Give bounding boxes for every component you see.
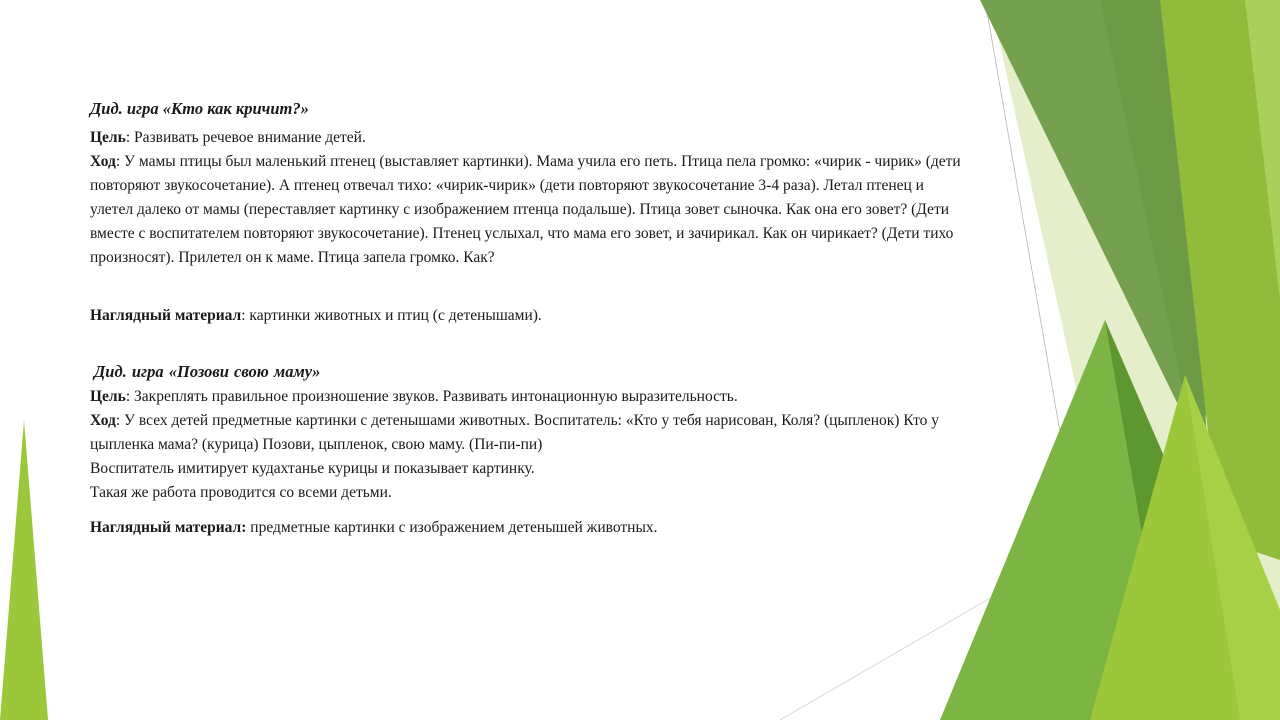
game1-title: Дид. игра «Кто как кричит?» (90, 99, 309, 118)
game1-material (90, 304, 970, 328)
game1-material-text: : картинки животных и птиц (с детенышами). (241, 307, 542, 324)
game2-material (90, 516, 970, 540)
game2-move-line-2: Воспитатель имитирует кудахтанье курицы и показывает картинку. (90, 460, 535, 477)
game2-goal-text: : Закреплять правильное произношение звуков. Развивать интонационную выразительность. (125, 388, 738, 405)
game2-material-label: Наглядный материал: (90, 519, 247, 536)
game1-goal-text: : Развивать речевое внимание детей. (125, 129, 366, 146)
game1-goal (90, 126, 970, 150)
game2-move (90, 409, 970, 457)
game1-goal-label: Цель (90, 129, 126, 146)
game1-material-label: Наглядный материал (90, 307, 242, 324)
left-green-triangle (0, 420, 48, 720)
game2-move-label: Ход (90, 412, 116, 429)
game1-move-text: : У мамы птицы был маленький птенец (выставляет картинки). Мама учила его петь. Птица пела громко: «чирик - чирик» (дети повторяют звукосочетание). А птенец отвечал тихо: «чирик-чирик» (дети повторяют звукосочетание 3-4 раза). Летал птенец и улетел далеко от мамы (переставляет картинку с изображением птенца подальше). Птица зовет сыночка. Как она его зовет? (Дети вместе с воспитателем повторяют звукосочетание). Птенец услыхал, что мама его зовет, и зачирикал. Как он чирикает? (Дети тихо произносят). Прилетел он к маме. Птица запела громко. Как? (90, 153, 961, 266)
game2-goal (90, 385, 970, 409)
game1-move-label: Ход (90, 153, 116, 170)
game2-goal-label: Цель (90, 388, 126, 405)
game2-move-text-1: : У всех детей предметные картинки с детенышами животных. Воспитатель: «Кто у тебя нарисован, Коля? (цыпленок) Кто у цыпленка мама? (курица) Позови, цыпленок, свою маму. (Пи-пи-пи) (90, 412, 940, 453)
game1-move (90, 150, 970, 270)
game2-title: Дид. игра «Позови свою маму» (94, 362, 321, 381)
game2-move-line-3: Такая же работа проводится со всеми детьми. (90, 484, 392, 501)
game2-material-text: предметные картинки с изображением детенышей животных. (246, 519, 658, 536)
